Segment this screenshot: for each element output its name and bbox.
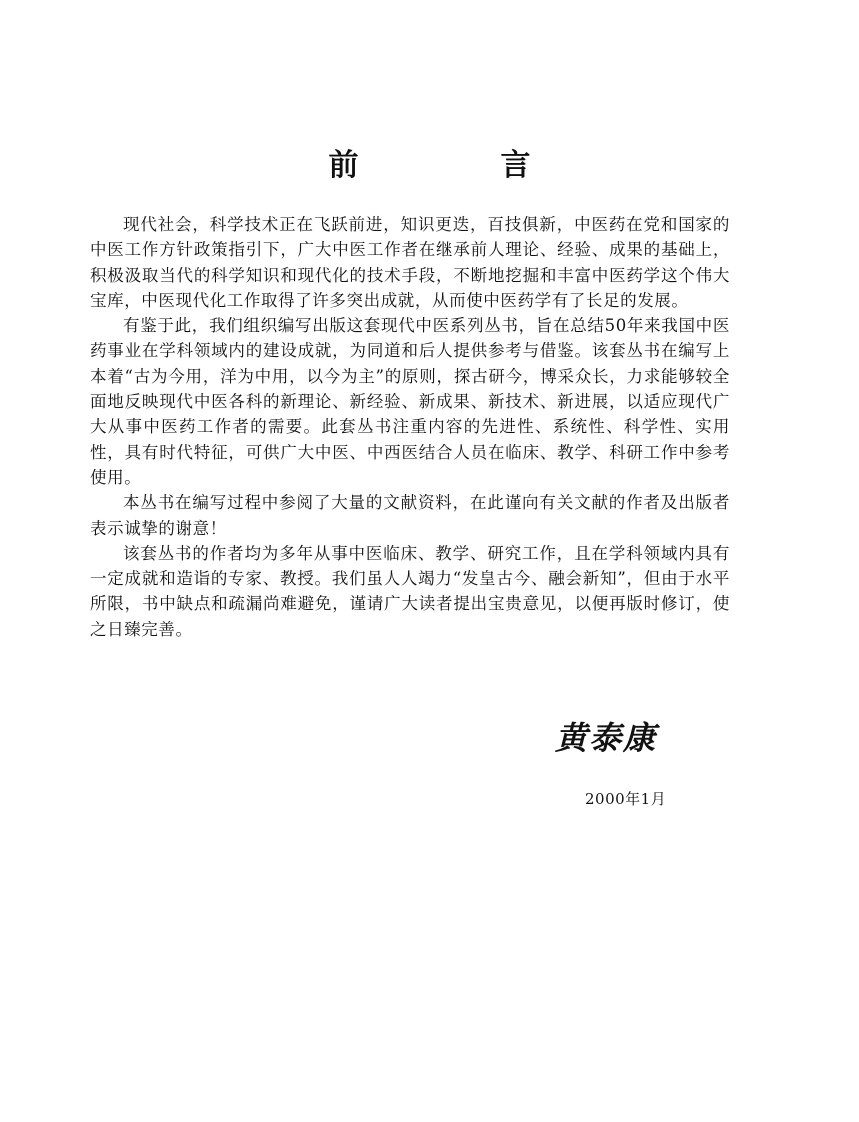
paragraph: 本丛书在编写过程中参阅了大量的文献资料，在此谨向有关文献的作者及出版者表示诚挚的谢意！ xyxy=(90,493,730,538)
paragraph: 有鉴于此，我们组织编写出版这套现代中医系列丛书，旨在总结50年来我国中医药事业在学科领域内的建设成就，为同道和后人提供参考与借鉴。该套丛书在编写上本着“古为今用，洋为中用，以今为主”的原则，探古研今，博采众长，力求能够较全面地反映现代中医各科的新理论、新经验、新成果、新技术、新进展，以适应现代广大从事中医药工作者的需要。此套丛书注重内容的先进性、系统性、科学性、实用性，具有时代特征，可供广大中医、中西医结合人员在临床、教学、科研工作中参考使用。 xyxy=(90,316,730,487)
page-title: 前 言 xyxy=(328,148,587,183)
paragraph: 现代社会，科学技术正在飞跃前进，知识更迭，百技俱新，中医药在党和国家的中医工作方针政策指引下，广大中医工作者在继承前人理论、经验、成果的基础上，积极汲取当代的科学知识和现代化的技术手段，不断地挖掘和丰富中医药学这个伟大宝库，中医现代化工作取得了许多突出成就，从而使中医药学有了长足的发展。 xyxy=(90,215,730,310)
preface-date: 2000年1月 xyxy=(585,790,667,808)
preface-body xyxy=(90,212,730,642)
paragraph: 该套丛书的作者均为多年从事中医临床、教学、研究工作，且在学科领域内具有一定成就和造诣的专家、教授。我们虽人人竭力“发皇古今、融会新知”，但由于水平所限，书中缺点和疏漏尚难避免，谨请广大读者提出宝贵意见，以便再版时修订，使之日臻完善。 xyxy=(90,543,730,639)
author-signature: 黄泰康 xyxy=(555,719,658,757)
